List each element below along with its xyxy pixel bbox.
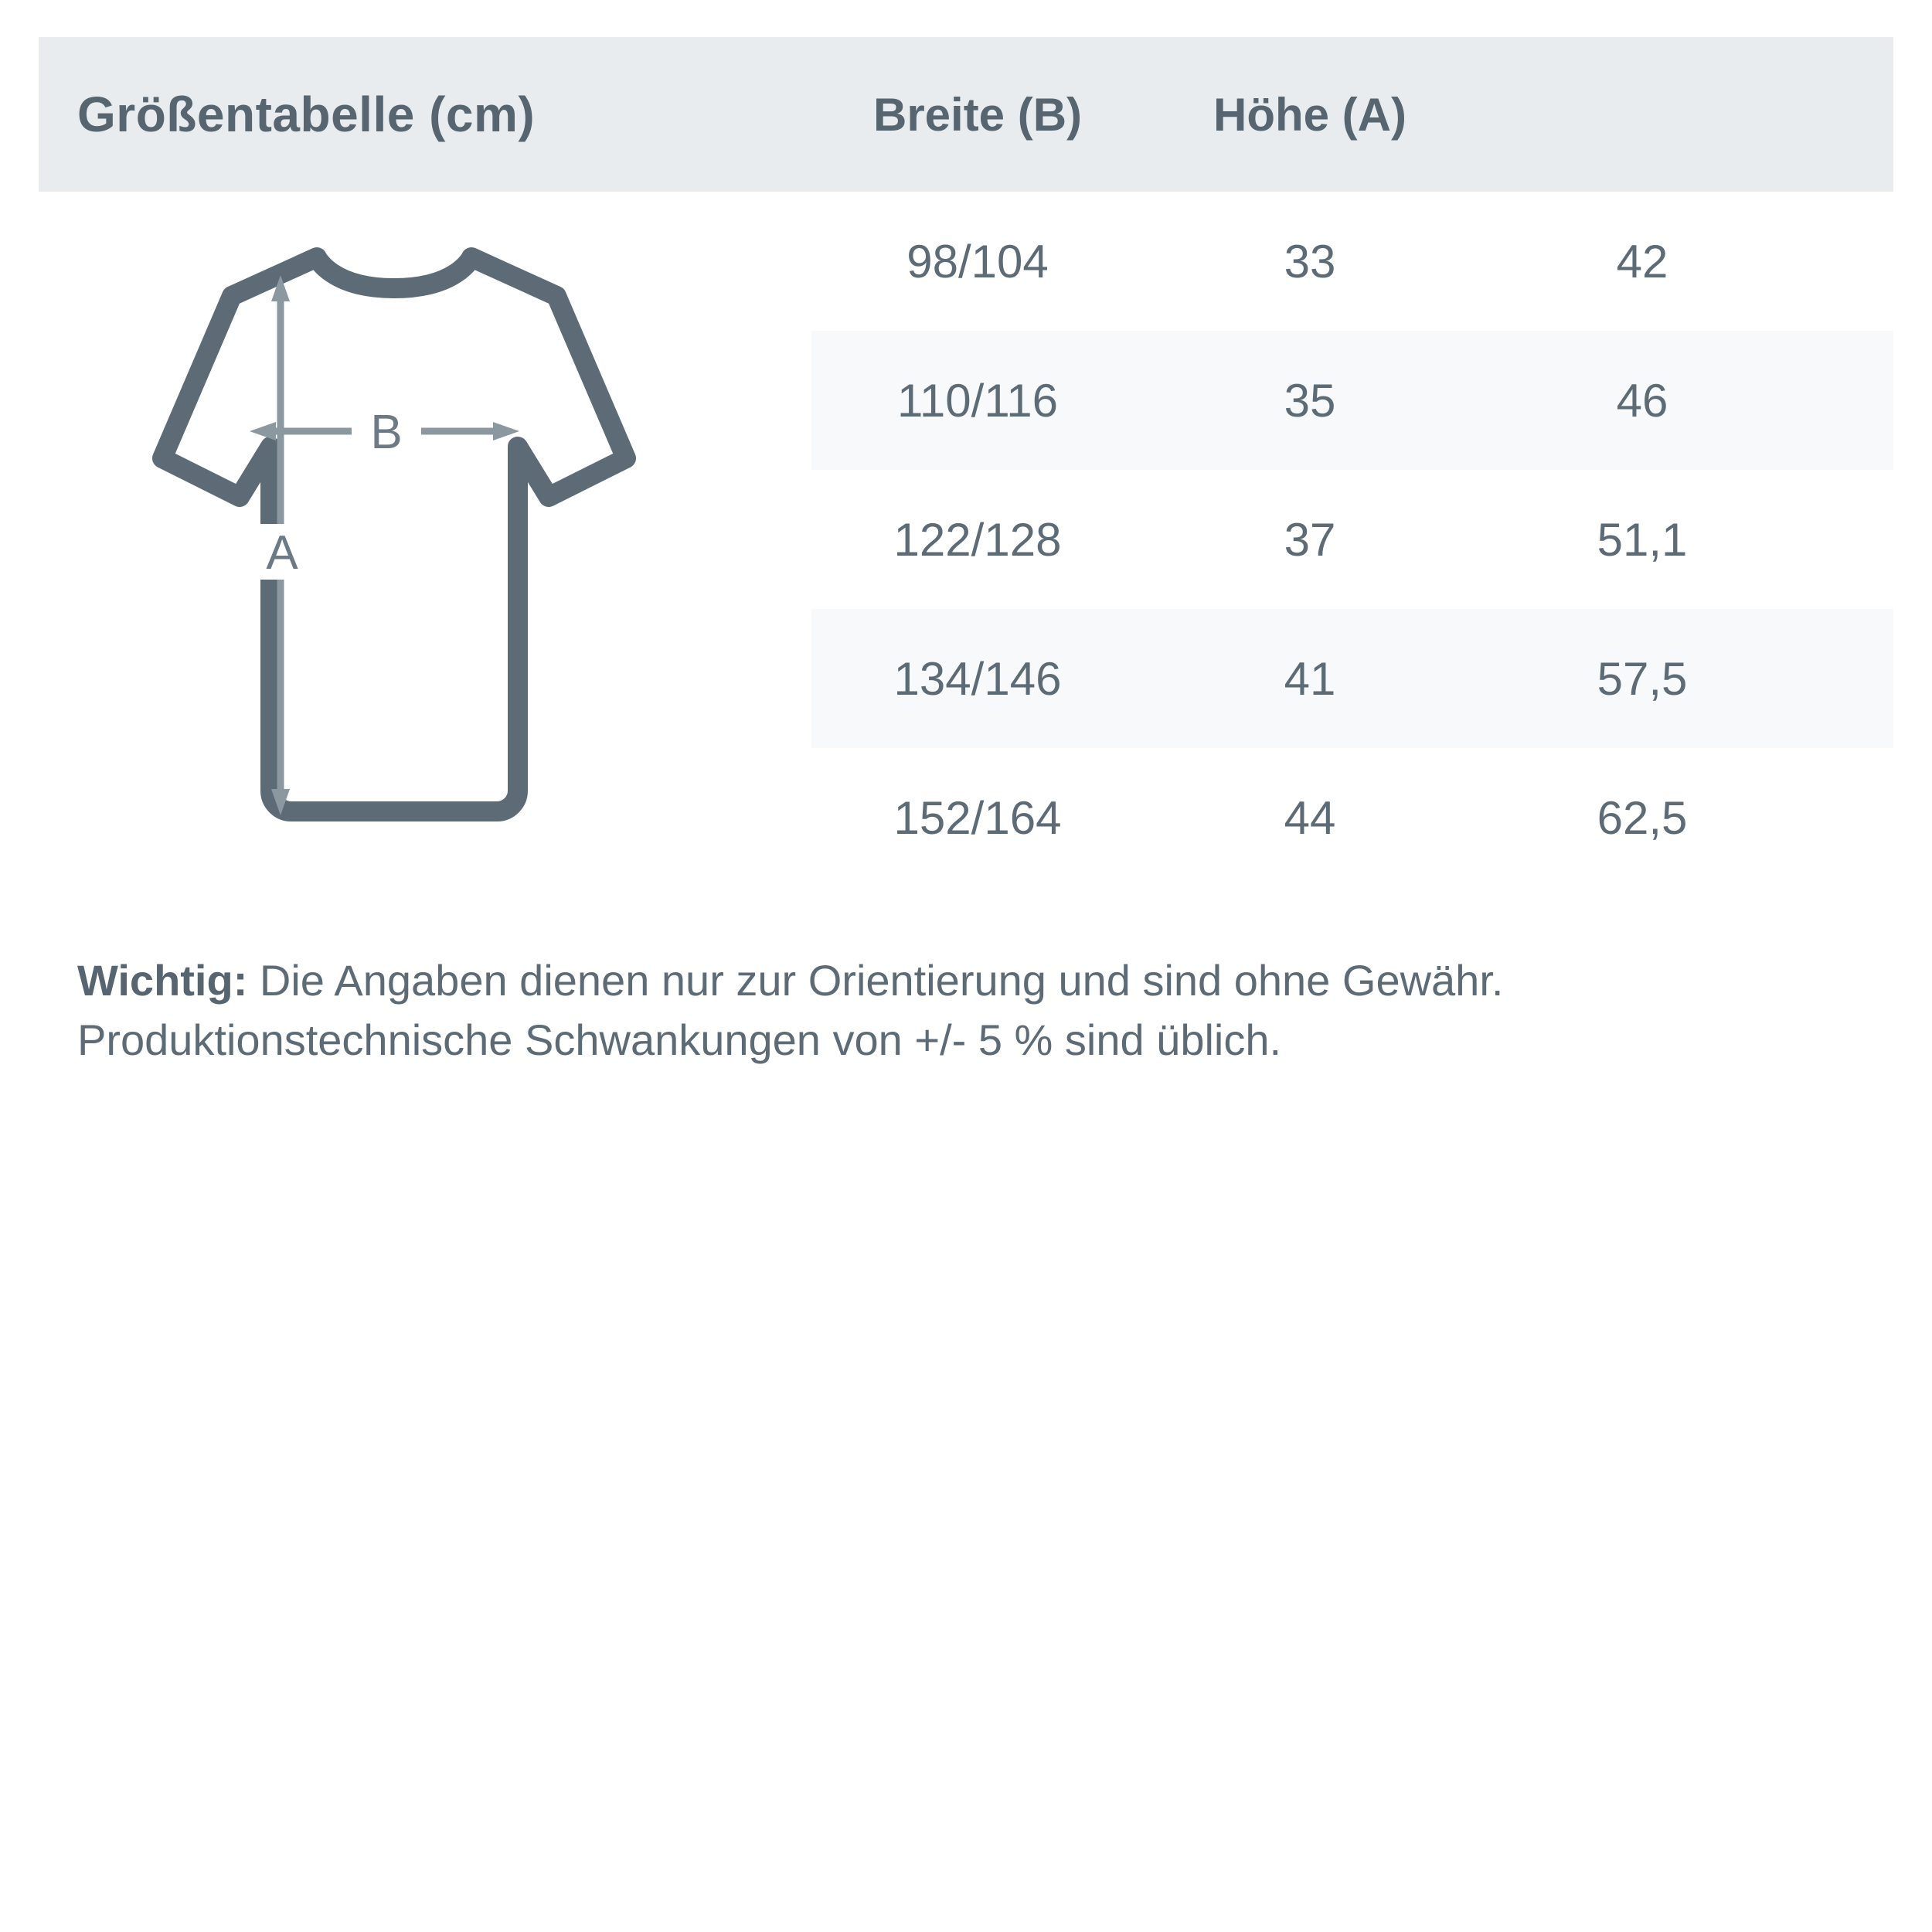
table-row [811,331,1893,470]
cell-height: 42 [1616,235,1668,287]
cell-width: 35 [1284,374,1336,427]
cell-size: 152/164 [893,791,1062,844]
cell-width: 41 [1284,652,1336,705]
disclaimer-label: Wichtig: [77,956,248,1005]
table-row [811,609,1893,748]
size-chart-card [39,37,1893,887]
size-chart-body [39,192,1893,887]
table-row [811,470,1893,609]
cell-size: 110/116 [897,374,1058,427]
size-chart-header-row [39,37,1893,192]
width-label: B [370,406,403,459]
cell-height: 51,1 [1597,513,1688,566]
cell-size: 134/146 [893,652,1062,705]
tshirt-outline [162,257,626,811]
cell-width: 33 [1284,235,1336,287]
illustration-cell [39,192,811,887]
size-chart-title: Größentabelle (cm) [77,87,536,142]
disclaimer-text: Die Angaben dienen nur zur Orientierung und sind ohne Gewähr. Produktionstechnische Schwankungen von +/- 5 % sind üblich. [77,956,1504,1065]
column-header-width: Breite (B) [872,88,1083,141]
cell-height: 57,5 [1597,652,1688,705]
size-rows [811,192,1893,887]
table-row [811,748,1893,887]
tshirt-measurement-icon [85,215,703,849]
cell-width: 44 [1284,791,1336,844]
table-row [811,192,1893,331]
cell-height: 62,5 [1597,791,1688,844]
cell-height: 46 [1616,374,1668,427]
cell-size: 98/104 [906,235,1049,287]
column-header-height: Höhe (A) [1213,88,1406,141]
height-label: A [266,526,298,580]
cell-width: 37 [1284,513,1336,566]
disclaimer-note [77,951,1855,1070]
cell-size: 122/128 [893,513,1062,566]
